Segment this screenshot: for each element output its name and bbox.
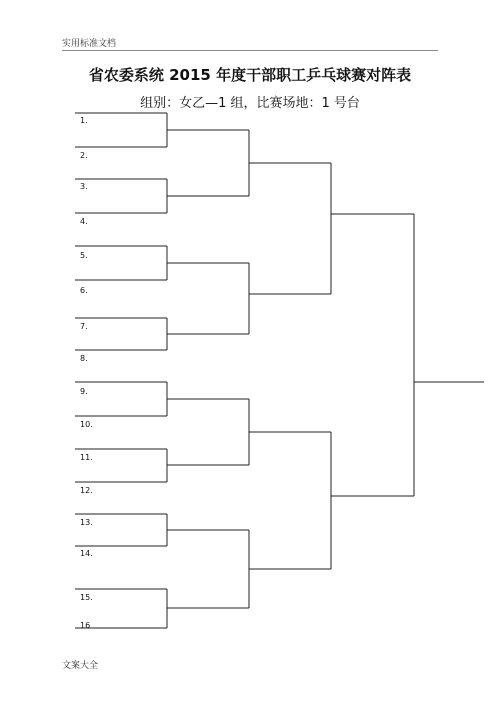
round1-matches: [167, 113, 249, 628]
seed-label: 3.: [80, 182, 88, 191]
seed-label: 12.: [80, 486, 93, 495]
quarterfinal-matches: [249, 130, 331, 608]
seed-label: 2.: [80, 151, 88, 160]
page-title: 省农委系统 2015 年度干部职工乒乓球赛对阵表: [88, 66, 412, 84]
group-subtitle: 组别：女乙—1 组，比赛场地：1 号台: [140, 96, 360, 111]
seed-label: 1.: [80, 116, 88, 125]
seed-label: 5.: [80, 251, 88, 260]
seed-label: 13.: [80, 518, 93, 527]
seed-label: 11.: [80, 453, 93, 462]
seed-label: 6.: [80, 286, 88, 295]
seed-label: 9.: [80, 387, 88, 396]
seed-label: 8.: [80, 354, 88, 363]
seed-label: 4.: [80, 217, 88, 226]
header-note: 实用标准文档: [62, 39, 117, 49]
seed-label: 16: [80, 621, 91, 630]
seed-label: 14.: [80, 549, 93, 558]
seed-label: 10.: [80, 420, 93, 429]
semifinal-matches: [331, 163, 414, 569]
footer-note: 文案大全: [62, 661, 99, 671]
round1-entry-lines: [75, 113, 167, 628]
final-match: [414, 214, 484, 496]
seed-label: 7.: [80, 322, 88, 331]
seed-label: 15.: [80, 593, 93, 602]
